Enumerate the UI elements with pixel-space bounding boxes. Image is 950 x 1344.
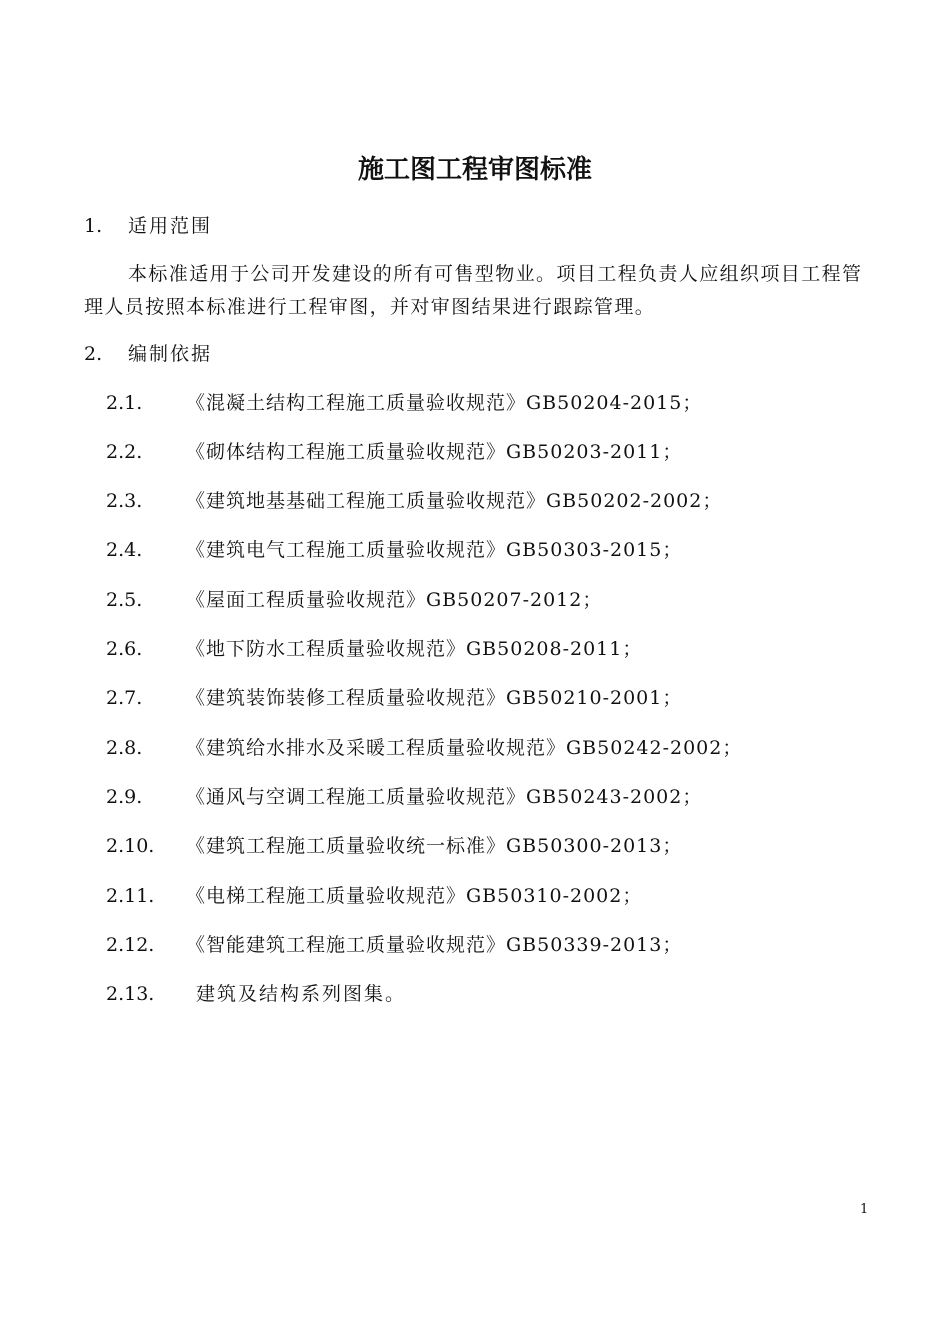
scope-paragraph: 本标准适用于公司开发建设的所有可售型物业。项目工程负责人应组织项目工程管理人员按照本标准进行工程审图，并对审图结果进行跟踪管理。 (84, 263, 863, 318)
item-text: 《电梯工程施工质量验收规范》GB50310-2002； (186, 885, 643, 907)
item-text: 《通风与空调工程施工质量验收规范》GB50243-2002； (186, 786, 703, 808)
page-title: 施工图工程审图标准 (357, 155, 592, 185)
item-number: 2.11. (106, 885, 155, 907)
item-number: 2.2. (106, 441, 143, 463)
item-number: 2.13. (106, 983, 155, 1005)
page-number: 1 (860, 1202, 869, 1217)
item-text: 《建筑给水排水及采暖工程质量验收规范》GB50242-2002； (186, 737, 743, 759)
section-number: 2. (84, 343, 103, 365)
item-number: 2.9. (106, 786, 143, 808)
item-text: 《地下防水工程质量验收规范》GB50208-2011； (186, 638, 643, 660)
item-text: 《建筑电气工程施工质量验收规范》GB50303-2015； (186, 539, 683, 561)
item-number: 2.10. (106, 835, 155, 857)
item-text: 建筑及结构系列图集。 (196, 983, 407, 1005)
item-number: 2.6. (106, 638, 143, 660)
item-text: 《智能建筑工程施工质量验收规范》GB50339-2013； (186, 934, 683, 956)
item-number: 2.3. (106, 490, 143, 512)
item-number: 2.8. (106, 737, 143, 759)
section-label: 编制依据 (128, 343, 213, 365)
item-number: 2.4. (106, 539, 143, 561)
item-number: 2.1. (106, 392, 143, 414)
item-text: 《屋面工程质量验收规范》GB50207-2012； (186, 589, 603, 611)
item-text: 《建筑装饰装修工程质量验收规范》GB50210-2001； (186, 687, 683, 709)
item-number: 2.7. (106, 687, 143, 709)
item-text: 《砌体结构工程施工质量验收规范》GB50203-2011； (186, 441, 683, 463)
item-text: 《建筑工程施工质量验收统一标准》GB50300-2013； (186, 835, 683, 857)
item-text: 《建筑地基基础工程施工质量验收规范》GB50202-2002； (186, 490, 723, 512)
item-number: 2.5. (106, 589, 143, 611)
item-text: 《混凝土结构工程施工质量验收规范》GB50204-2015； (186, 392, 703, 414)
item-number: 2.12. (106, 934, 155, 956)
section-number: 1. (84, 215, 103, 237)
section-label: 适用范围 (128, 215, 213, 237)
